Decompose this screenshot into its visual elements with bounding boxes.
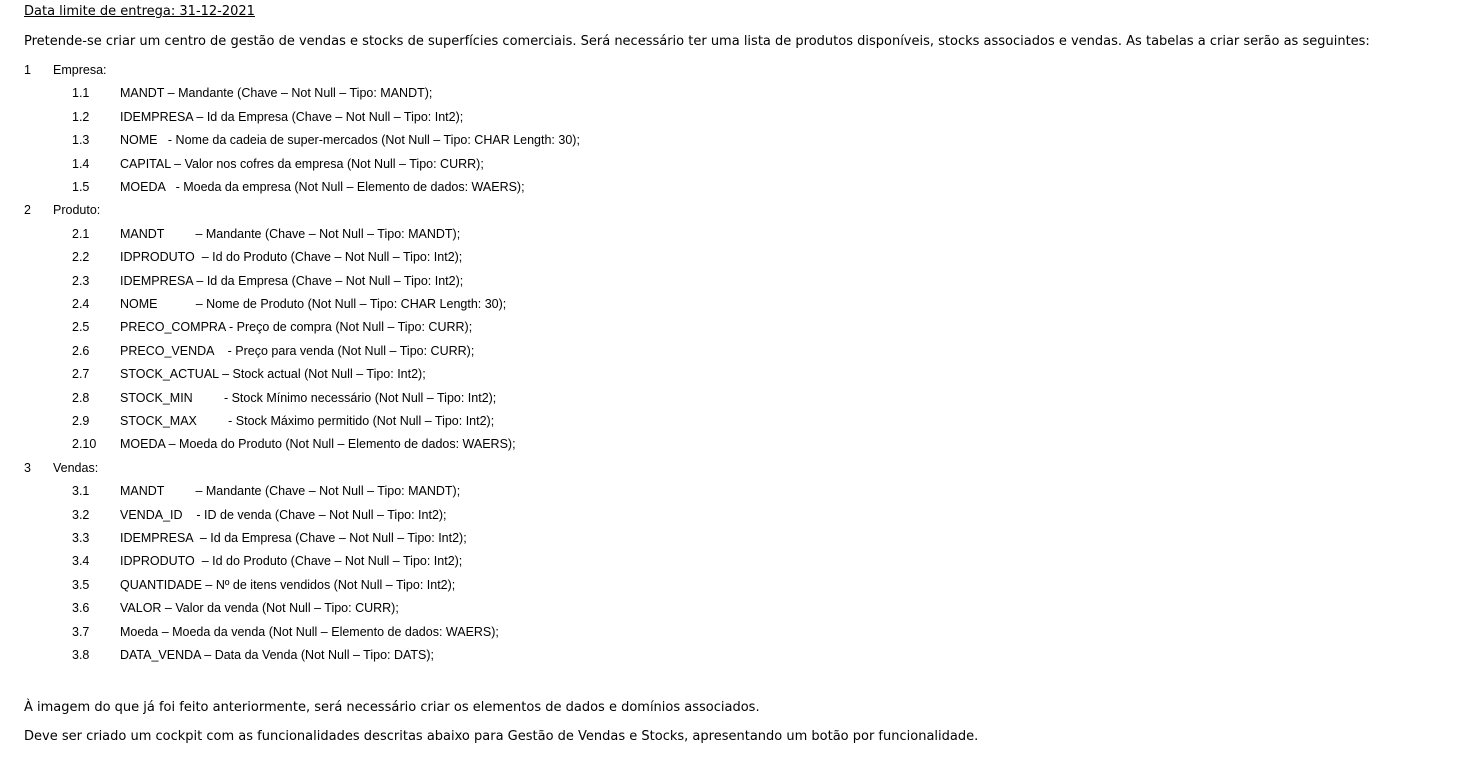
deadline-heading: Data limite de entrega: 31-12-2021	[24, 4, 255, 19]
field-definition: MOEDA - Moeda da empresa (Not Null – Elemento de dados: WAERS);	[120, 180, 525, 194]
field-definition: QUANTIDADE – Nº de itens vendidos (Not Null – Tipo: Int2);	[120, 578, 456, 592]
field-definition: IDPRODUTO – Id do Produto (Chave – Not Null – Tipo: Int2);	[120, 250, 463, 264]
field-definition: IDEMPRESA – Id da Empresa (Chave – Not Null – Tipo: Int2);	[120, 274, 464, 288]
field-definition: PRECO_COMPRA - Preço de compra (Not Null – Tipo: CURR);	[120, 320, 473, 334]
item-number: 2.6	[72, 344, 90, 358]
item-number: 3.4	[72, 554, 90, 568]
outro-paragraph-2: Deve ser criado um cockpit com as funcionalidades descritas abaixo para Gestão de Vendas e Stocks, apresentando um botão por funcionalidade.	[24, 729, 979, 744]
section-number: 3	[24, 461, 31, 475]
item-number: 1.2	[72, 110, 90, 124]
field-definition: CAPITAL – Valor nos cofres da empresa (Not Null – Tipo: CURR);	[120, 157, 484, 171]
item-number: 1.3	[72, 133, 90, 147]
section-title: Empresa:	[53, 63, 107, 77]
item-number: 2.1	[72, 227, 90, 241]
item-number: 2.3	[72, 274, 90, 288]
item-number: 3.1	[72, 484, 90, 498]
item-number: 2.5	[72, 320, 90, 334]
field-definition: STOCK_MAX - Stock Máximo permitido (Not Null – Tipo: Int2);	[120, 414, 495, 428]
section-number: 1	[24, 63, 31, 77]
item-number: 2.9	[72, 414, 90, 428]
item-number: 2.4	[72, 297, 90, 311]
field-definition: IDPRODUTO – Id do Produto (Chave – Not Null – Tipo: Int2);	[120, 554, 463, 568]
field-definition: STOCK_ACTUAL – Stock actual (Not Null – Tipo: Int2);	[120, 367, 426, 381]
item-number: 1.1	[72, 86, 90, 100]
item-number: 1.4	[72, 157, 90, 171]
item-number: 2.10	[72, 437, 97, 451]
field-definition: MANDT – Mandante (Chave – Not Null – Tipo: MANDT);	[120, 484, 461, 498]
field-definition: IDEMPRESA – Id da Empresa (Chave – Not Null – Tipo: Int2);	[120, 110, 464, 124]
item-number: 2.7	[72, 367, 90, 381]
field-definition: MANDT – Mandante (Chave – Not Null – Tipo: MANDT);	[120, 227, 461, 241]
field-definition: Moeda – Moeda da venda (Not Null – Elemento de dados: WAERS);	[120, 625, 499, 639]
item-number: 3.5	[72, 578, 90, 592]
outro-paragraph-1: À imagem do que já foi feito anteriormente, será necessário criar os elementos de dados e domínios associados.	[24, 700, 760, 715]
item-number: 3.8	[72, 648, 90, 662]
item-number: 3.7	[72, 625, 90, 639]
field-definition: STOCK_MIN - Stock Mínimo necessário (Not Null – Tipo: Int2);	[120, 391, 497, 405]
section-number: 2	[24, 203, 31, 217]
item-number: 2.8	[72, 391, 90, 405]
field-definition: VALOR – Valor da venda (Not Null – Tipo: CURR);	[120, 601, 399, 615]
section-title: Produto:	[53, 203, 101, 217]
field-definition: DATA_VENDA – Data da Venda (Not Null – Tipo: DATS);	[120, 648, 435, 662]
item-number: 3.3	[72, 531, 90, 545]
item-number: 3.2	[72, 508, 90, 522]
item-number: 2.2	[72, 250, 90, 264]
field-definition: NOME – Nome de Produto (Not Null – Tipo: CHAR Length: 30);	[120, 297, 507, 311]
intro-paragraph: Pretende-se criar um centro de gestão de vendas e stocks de superfícies comerciais. Será necessário ter uma lista de produtos disponíveis, stocks associados e vendas. As tabelas a criar serão as seguintes:	[24, 34, 1370, 49]
field-definition: VENDA_ID - ID de venda (Chave – Not Null – Tipo: Int2);	[120, 508, 447, 522]
field-definition: PRECO_VENDA - Preço para venda (Not Null – Tipo: CURR);	[120, 344, 475, 358]
section-title: Vendas:	[53, 461, 99, 475]
field-definition: MOEDA – Moeda do Produto (Not Null – Elemento de dados: WAERS);	[120, 437, 516, 451]
field-definition: IDEMPRESA – Id da Empresa (Chave – Not Null – Tipo: Int2);	[120, 531, 467, 545]
item-number: 3.6	[72, 601, 90, 615]
item-number: 1.5	[72, 180, 90, 194]
field-definition: MANDT – Mandante (Chave – Not Null – Tipo: MANDT);	[120, 86, 433, 100]
field-definition: NOME - Nome da cadeia de super-mercados (Not Null – Tipo: CHAR Length: 30);	[120, 133, 580, 147]
